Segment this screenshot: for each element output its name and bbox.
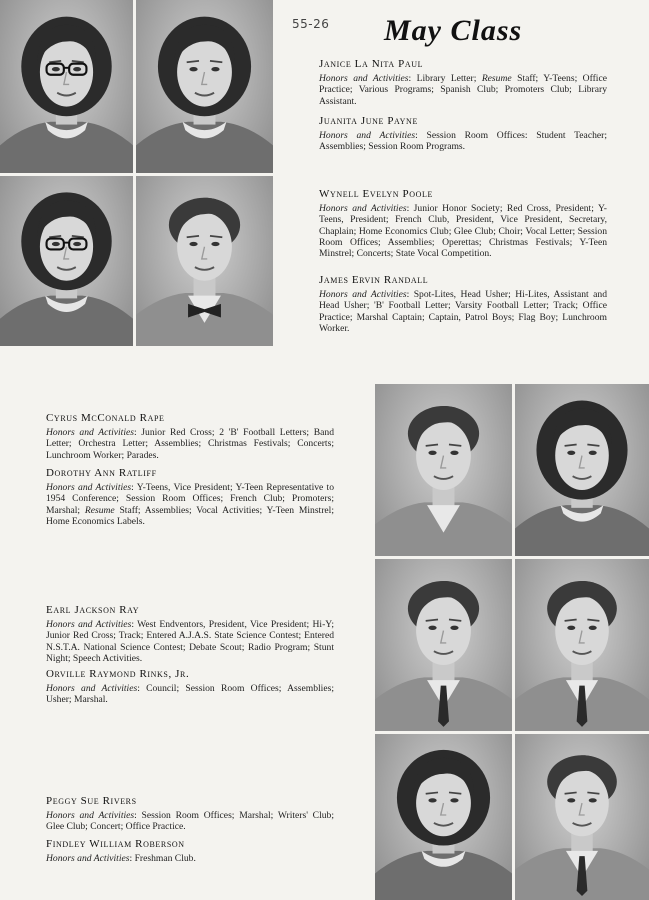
student-name: Findley William Roberson: [46, 838, 185, 850]
student-name: Wynell Evelyn Poole: [319, 188, 433, 200]
student-entry-findley-roberson: [46, 839, 334, 864]
portrait-peggy-rivers: [375, 734, 512, 900]
student-entry-dorothy-ratliff: [46, 468, 334, 527]
student-name: Earl Jackson Ray: [46, 604, 140, 616]
portrait-earl-ray: [375, 559, 512, 731]
page-number: 55-26: [292, 17, 330, 31]
student-activities: Honors and Activities: Y-Teens, Vice President; Y-Teen Representative to 1954 Conference; Session Room Offices; French Club; Promoters; Marshal; Resume Staff; Assemblies; Vocal Activities; Y-Teen Minstrel; Home Economics Labels.: [46, 482, 334, 527]
student-entry-cyrus-rape: [46, 413, 334, 461]
italic-text: Resume: [481, 73, 512, 85]
activity-text: : Library Letter;: [408, 73, 482, 85]
activity-text: : Session Room Offices; Marshal; Writers' Club; Glee Club; Concert; Office Practice.: [46, 810, 334, 833]
student-entry-wynell-poole: [319, 189, 607, 259]
activity-text: : Junior Red Cross; 2 'B' Football Letters; Band Letter; Orchestra Letter; Assemblies; Christmas Festivals; Concerts; Lunchroom Worker; Parades.: [46, 427, 334, 461]
student-activities: Honors and Activities: Session Room Offices; Marshal; Writers' Club; Glee Club; Concert; Office Practice.: [46, 810, 334, 833]
portrait-juanita-payne: [136, 0, 273, 173]
portrait-dorothy-ratliff: [515, 384, 649, 556]
student-entry-earl-ray: [46, 605, 334, 664]
activity-text: : West Endventors, President, Vice President; Hi-Y; Junior Red Cross; Track; Entered A.J.A.S. State Science Contest; Entered N.S.T.A. National Science Contest; Debate Scout; Radio Program; Stunt Night; Speech Activities.: [46, 619, 334, 664]
italic-text: Resume: [84, 504, 115, 516]
student-entry-orville-rinks: [46, 669, 334, 706]
student-activities: Honors and Activities: Library Letter; Resume Staff; Y-Teens; Office Practice; Various Programs; Spanish Club; Promoters Club; Library Assistant.: [319, 73, 607, 107]
student-activities: Honors and Activities: Spot-Lites, Head Usher; Hi-Lites, Assistant and Head Usher; 'B' Football Letter; Varsity Football Letter; Track; Office Practice; Marshal Captain; Captain, Patrol Boys; Flag Boy; Lunchroom Worker.: [319, 289, 607, 334]
portrait-orville-rinks: [515, 559, 649, 731]
activity-text: Staff; Assemblies; Vocal Activities; Y-Teen Minstrel; Home Economics Labels.: [46, 504, 334, 527]
student-name: Dorothy Ann Ratliff: [46, 467, 157, 479]
student-entry-james-randall: [319, 275, 607, 334]
activity-text: : Council; Session Room Offices; Assemblies; Usher; Marshal.: [46, 683, 334, 706]
student-entry-peggy-rivers: [46, 796, 334, 833]
student-name: Cyrus McConald Rape: [46, 412, 165, 424]
activity-text: : Spot-Lites, Head Usher; Hi-Lites, Assistant and Head Usher; 'B' Football Letter; Varsity Football Letter; Track; Office Practice; Marshal Captain; Captain, Patrol Boys; Flag Boy; Lunchroom Worker.: [319, 289, 607, 334]
activity-text: Staff; Y-Teens; Office Practice; Various Programs; Spanish Club; Promoters Club; Library Assistant.: [319, 73, 607, 107]
student-activities: Honors and Activities: Junior Honor Society; Red Cross, President; Y-Teens, President; French Club, President, Vice President, Secretary, Chaplain; Home Economics Club; Glee Club; Choir; Vocal Letter; Session Room Offices; Assemblies; Operettas; Christmas Festivals; Y-Teen Minstrel; Concerts; State Vocal Competition.: [319, 203, 607, 260]
activity-text: : Junior Honor Society; Red Cross, President; Y-Teens, President; French Club, President, Vice President, Secretary, Chaplain; Home Economics Club; Glee Club; Choir; Vocal Letter; Session Room Offices; Assemblies; Operettas; Christmas Festivals; Y-Teen Minstrel; Concerts; State Vocal Competition.: [319, 203, 607, 260]
student-activities: Honors and Activities: Session Room Offices: Student Teacher; Assemblies; Session Room Programs.: [319, 130, 607, 153]
student-name: Juanita June Payne: [319, 115, 418, 127]
portrait-cyrus-rape: [375, 384, 512, 556]
portrait-james-randall: [136, 176, 273, 346]
portrait-findley-roberson: [515, 734, 649, 900]
activity-text: : Y-Teens, Vice President; Y-Teen Representative to 1954 Conference; Session Room Offices; French Club; Promoters; Marshal;: [46, 482, 334, 516]
student-entry-juanita-payne: [319, 116, 607, 153]
student-entry-janice-paul: [319, 59, 607, 107]
student-activities: Honors and Activities: Junior Red Cross; 2 'B' Football Letters; Band Letter; Orchestra Letter; Assemblies; Christmas Festivals; Concerts; Lunchroom Worker; Parades.: [46, 427, 334, 461]
student-name: James Ervin Randall: [319, 274, 429, 286]
student-name: Peggy Sue Rivers: [46, 795, 137, 807]
student-activities: Honors and Activities: Freshman Club.: [46, 853, 196, 865]
student-activities: Honors and Activities: West Endventors, President, Vice President; Hi-Y; Junior Red Cross; Track; Entered A.J.A.S. State Science Contest; Entered N.S.T.A. National Science Contest; Debate Scout; Radio Program; Stunt Night; Speech Activities.: [46, 619, 334, 664]
portrait-janice-paul: [0, 0, 133, 173]
activity-text: : Freshman Club.: [129, 853, 196, 865]
student-name: Janice La Nita Paul: [319, 58, 424, 70]
student-name: Orville Raymond Rinks, Jr.: [46, 668, 190, 680]
page-title: May Class: [384, 14, 523, 47]
activity-text: : Session Room Offices: Student Teacher; Assemblies; Session Room Programs.: [319, 130, 607, 153]
student-activities: Honors and Activities: Council; Session Room Offices; Assemblies; Usher; Marshal.: [46, 683, 334, 706]
portrait-wynell-poole: [0, 176, 133, 346]
